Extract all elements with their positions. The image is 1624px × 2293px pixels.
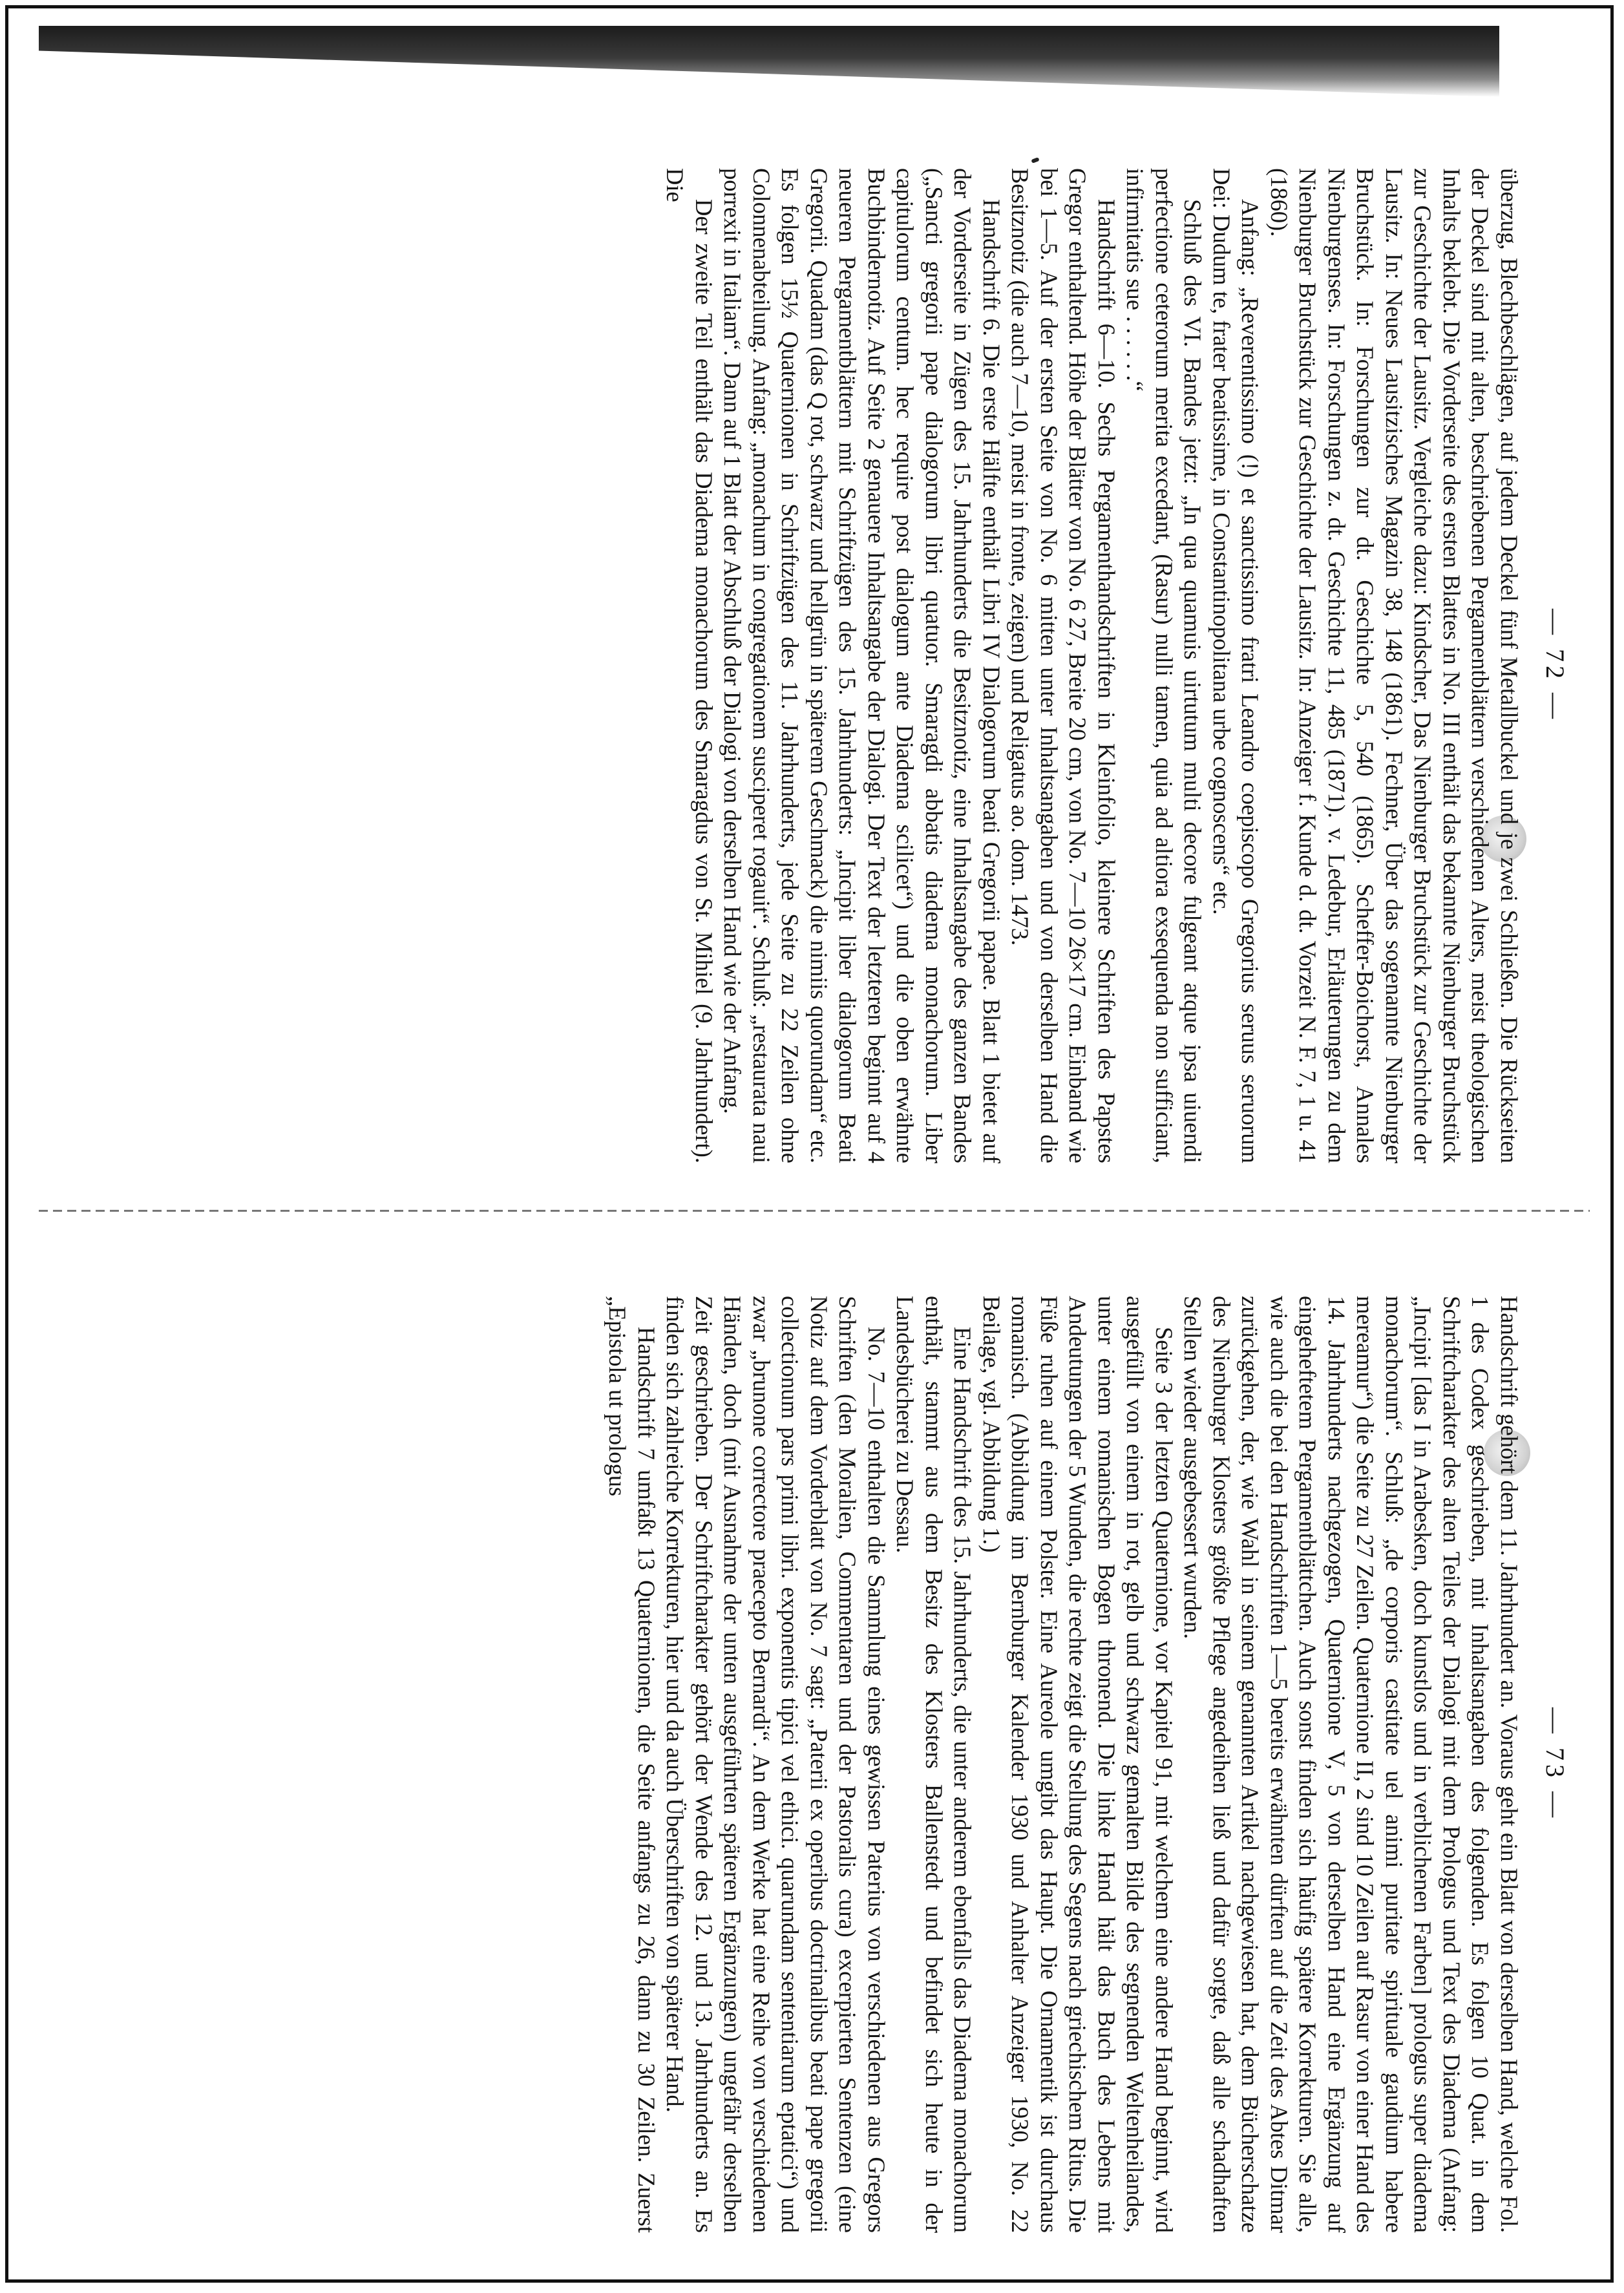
paragraph: überzug, Blechbeschlägen, auf jedem Deckel fünf Metallbuckel und je zwei Schließen. Die Rückseiten der Deckel sind mit alten, beschriebenen Pergamentblättern verschiedenen Alters, meist theologischen Inhalts beklebt. Die Vorderseite des ersten Blattes in No. III enthält das bekannte Nienburger Bruchstück zur Geschichte der Lausitz. Vergleiche dazu: Kindscher, Das Nienburger Bruchstück zur Geschichte der Lausitz. In: Neues Lausitzisches Magazin 38, 148 (1861). Fechner, Über das sogenannte Nienburger Bruchstück. In: Forschungen zur dt. Geschichte 5, 540 (1865). Scheffer-Boichorst, Annales Nienburgenses. In: Forschungen z. dt. Geschichte 11, 485 (1871). v. Ledebur, Erläuterungen zu dem Nienburger Bruchstück zur Geschichte der Lausitz. In: Anzeiger f. Kunde d. dt. Vorzeit N. F. 7, 1 u. 41 (1860).	[1266, 168, 1523, 1163]
paragraph: Schluß des VI. Bandes jetzt: „In qua quamuis uirtutum multi decore fulgeant atque ipsa uiuendi perfectione ceterorum merita excedant, (Rasur) nulli tamen, quia ad altiora exsequenda non sufficiant, infirmitatis sue . . . . . .“	[1122, 168, 1207, 1163]
page-72-text	[660, 168, 1523, 1163]
paragraph: Eine Handschrift des 15. Jahrhunderts, die unter anderem ebenfalls das Diadema monachorum enthält, stammt aus dem Besitz des Klosters Ballenstedt und befindet sich heute in der Landesbücherei zu Dessau.	[892, 1296, 976, 2233]
page-72	[110, 168, 1570, 1163]
page-73-text	[603, 1296, 1523, 2233]
paragraph: Anfang: „Reverentissimo (!) et sanctissimo fratri Leandro coepiscopo Gregorius seruus seruorum Dei: Dudum te, frater beatissime, in Constantinopolitana urbe cognoscens“ etc.	[1208, 168, 1264, 1163]
paragraph: No. 7—10 enthalten die Sammlung eines gewissen Paterius von verschiedenen aus Gregors Schriften (den Moralien, Commentaren und der Pastoralis cura) excerpierten Sentenzen (eine Notiz auf dem Vorderblatt von No. 7 sagt: „Paterii ex operibus doctrinalibus beati pape gregorii collectionum pars primi libri. exponentis tipici vel ethici. quarundam sententiarum eptatici“) und zwar „brunone correctore praecepto Bernardi“. An dem Werke hat eine Reihe von verschiedenen Händen, doch (mit Ausnahme der unten ausgeführten späteren Ergänzungen) ungefähr derselben Zeit geschrieben. Der Schriftcharakter gehört der Wende des 12. und 13. Jahrhunderts an. Es finden sich zahlreiche Korrekturen, hier und da auch Überschriften von späterer Hand.	[662, 1296, 890, 2233]
page-number: — 72 —	[1541, 609, 1570, 723]
paragraph: Handschrift 6. Die erste Hälfte enthält Libri IV Dialogorum beati Gregorii papae. Blatt 1 bietet auf der Vorderseite in Zügen des 15. Jahrhunderts die Besitznotiz, eine Inhaltsangabe des ganzen Bandes („Sancti gregorii pape dialogorum libri quatuor. Smaragdi abbatis diadema monachorum. Liber capitulorum centum. hec require post dialogum ante Diadema scilicet“) und die oben erwähnte Buchbindernotiz. Auf Seite 2 genauere Inhaltsangabe der Dialogi. Der Text der letzteren beginnt auf 4 neueren Pergamentblättern mit Schriftzügen des 15. Jahrhunderts: „Incipit liber dialogorum Beati Gregorii. Quadam (das Q rot, schwarz und hellgrün in späterem Geschmack) die nimiis quorundam“ etc. Es folgen 15½ Quaternionen in Schriftzügen des 11. Jahrhunderts, jede Seite zu 22 Zeilen ohne Colonnenabteilung. Anfang: „monachum in congregationem susciperet rogauit“. Schluß: „restaurata naui porrexit in Italiam“. Dann auf 1 Blatt der Abschluß der Dialogi von derselben Hand wie der Anfang.	[719, 168, 1005, 1163]
paragraph: Handschrift 6—10. Sechs Pergamenthandschriften in Kleinfolio, kleinere Schriften des Papstes Gregor enthaltend. Höhe der Blätter von No. 6 27, Breite 20 cm, von No. 7—10 26×17 cm. Einband wie bei 1—5. Auf der ersten Seite von No. 6 mitten unter Inhaltsangaben und von derselben Hand die Besitznotiz (die auch 7—10, meist in fronte, zeigen) und Religatus ao. dom. 1473.	[1007, 168, 1120, 1163]
paragraph: Handschrift gehört dem 11. Jahrhundert an. Voraus geht ein Blatt von derselben Hand, welche Fol. 1 des Codex geschrieben, mit Inhaltsangaben des folgenden. Es folgen 10 Quat. in dem Schriftcharakter des alten Teiles der Dialogi mit dem Prologus und Text des Diadema (Anfang: „Incipit [das I in Arabesken, doch kunstlos und in verblichenen Farben] prologus super diadema monachorum“. Schluß: „de corporis castitate uel animi puritate spirituale gaudium habere mereamur“) die Seite zu 27 Zeilen. Quaternione II, 2 sind 10 Zeilen auf Rasur von einer Hand des 14. Jahrhunderts nachgezogen, Quaternione V, 5 von derselben Hand eine Ergänzung auf eingeheftetem Pergamentblättchen. Auch sonst finden sich häufig spätere Korrekturen. Sie alle, wie auch die bei den Handschriften 1—5 bereits erwähnten dürften auf die Zeit des Abtes Ditmar zurückgehen, der, wie Wahl in seinem genannten Artikel nachgewiesen hat, dem Bücherschatze des Nienburger Klosters größte Pflege angedeihen ließ und dafür sorgte, daß alle schadhaften Stellen wieder ausgebessert wurden.	[1179, 1296, 1523, 2233]
page-number: — 73 —	[1541, 1707, 1570, 1821]
paragraph: Seite 3 der letzten Quaternione, vor Kapitel 91, mit welchem eine andere Hand beginnt, wird ausgefüllt von einem in rot, gelb und schwarz gemalten Bilde des segnenden Weltenheilandes, unter einem romanischen Bogen thronend. Die linke Hand hält das Buch des Lebens mit Andeutungen der 5 Wunden, die rechte zeigt die Stellung des Segens nach griechischem Ritus. Die Füße ruhen auf einem Polster. Eine Aureole umgibt das Haupt. Die Ornamentik ist durchaus romanisch. (Abbildung im Bernburger Kalender 1930 und Anhalter Anzeiger 1930, No. 22 Beilage, vgl. Abbildung 1.)	[978, 1296, 1177, 2233]
paragraph: Handschrift 7 umfaßt 13 Quaternionen, die Seite anfangs zu 26, dann zu 30 Zeilen. Zuerst „Epistola ut prologus	[604, 1296, 660, 2233]
page-73	[116, 1296, 1570, 2233]
page-fold-line	[39, 1210, 1590, 1212]
paragraph: Der zweite Teil enthält das Diadema monachorum des Smaragdus von St. Mihiel (9. Jahrhundert). Die	[662, 168, 717, 1163]
